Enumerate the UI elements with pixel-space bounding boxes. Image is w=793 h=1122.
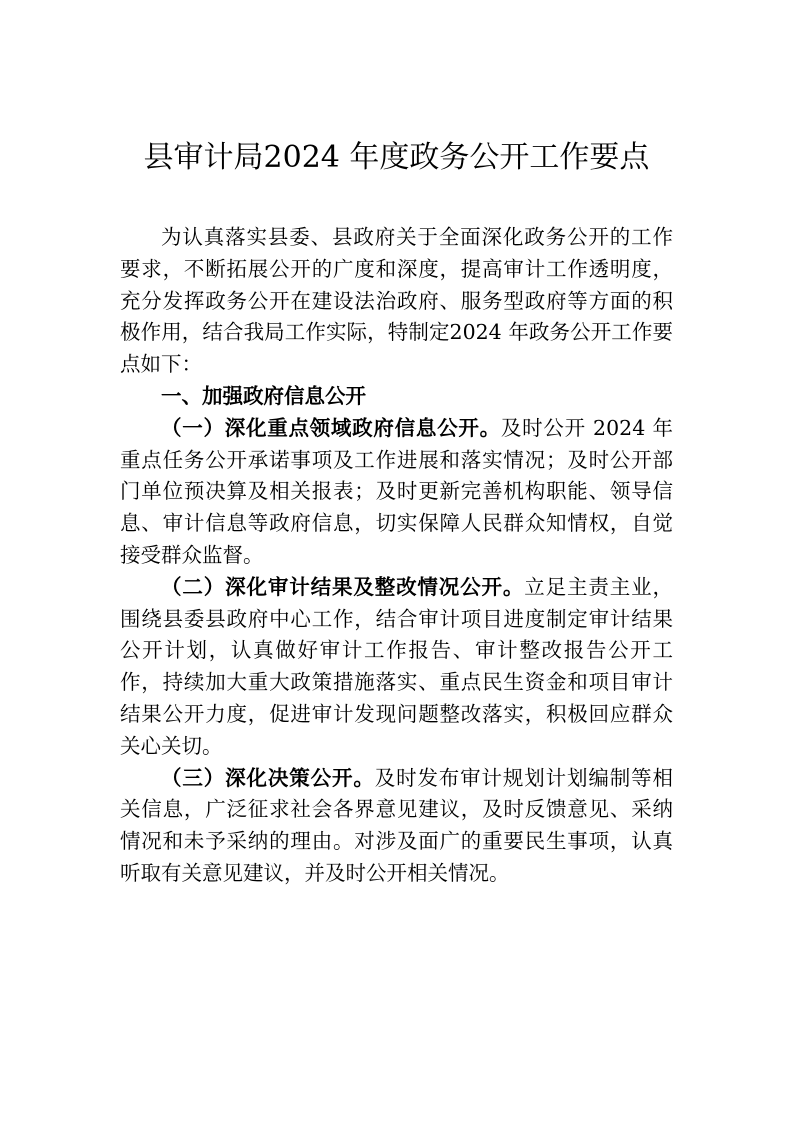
intro-paragraph: 为认真落实县委、县政府关于全面深化政务公开的工作要求，不断拓展公开的广度和深度，提高审计工作透明度，充分发挥政务公开在建设法治政府、服务型政府等方面的积极作用，结合我局工作实际，特制定2024 年政务公开工作要点如下：	[120, 225, 673, 377]
section-item-text: 及时发布审计规划计划编制等相关信息，广泛征求社会各界意见建议，及时反馈意见、采纳情况和未予采纳的理由。对涉及面广的重要民生事项，认真听取有关意见建议，并及时公开相关情况。	[120, 765, 674, 885]
section-item-lead: （一）深化重点领域政府信息公开。	[161, 415, 501, 440]
section-item	[120, 572, 673, 763]
section-item	[120, 413, 673, 572]
section-item-text: 立足主责主业，围绕县委县政府中心工作，结合审计项目进度制定审计结果公开计划，认真做好审计工作报告、审计整改报告公开工作，持续加大重大政策措施落实、重点民生资金和项目审计结果公开力度，促进审计发现问题整改落实，积极回应群众关心关切。	[120, 574, 674, 758]
document-title: 县审计局2024 年度政务公开工作要点	[143, 140, 650, 175]
section-item-lead: （三）深化决策公开。	[161, 765, 375, 790]
section-item-text: 及时公开 2024 年重点任务公开承诺事项及工作进展和落实情况；及时公开部门单位预决算及相关报表；及时更新完善机构职能、领导信息、审计信息等政府信息，切实保障人民群众知情权，自觉接受群众监督。	[120, 415, 673, 567]
section-item	[120, 763, 673, 890]
section-item-lead: （二）深化审计结果及整改情况公开。	[161, 574, 525, 599]
document-body	[120, 222, 673, 890]
section-heading: 一、加强政府信息公开	[161, 383, 366, 408]
